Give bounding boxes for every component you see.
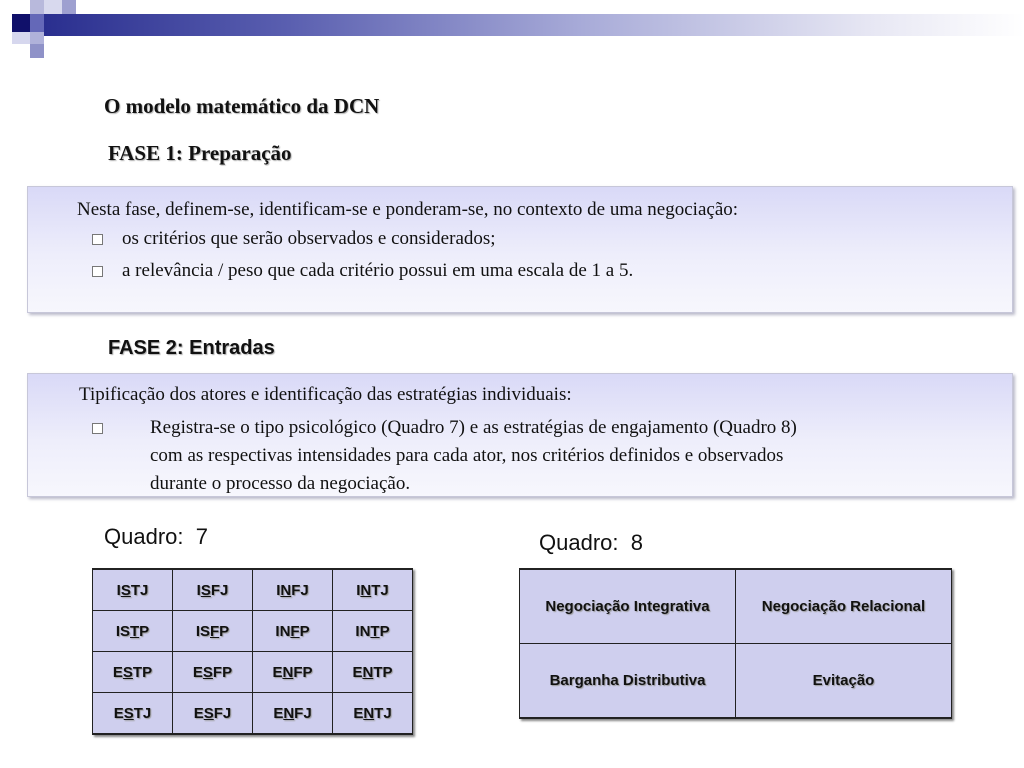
- quadro7-table: [92, 568, 413, 735]
- phase1-bullet: [92, 261, 972, 291]
- type-cell: [333, 611, 413, 652]
- decor-square: [44, 0, 62, 14]
- type-code-suffix: FJ: [210, 581, 229, 599]
- type-code-underlined: S: [120, 581, 131, 599]
- type-cell: [253, 693, 333, 735]
- type-code-prefix: E: [273, 704, 284, 722]
- type-cell: [253, 611, 333, 652]
- table-cell: Negociação Relacional: [736, 569, 952, 644]
- phase1-bullet-text: a relevância / peso que cada critério possui em uma escala de 1 a 5.: [122, 260, 634, 281]
- header-decoration: [0, 0, 1024, 38]
- type-cell: [93, 611, 173, 652]
- type-code-prefix: I: [196, 581, 201, 599]
- type-cell: [93, 652, 173, 693]
- phase2-lead: Tipificação dos atores e identificação das estratégias individuais:: [79, 384, 572, 405]
- table-row: [93, 569, 413, 611]
- phase2-title: FASE 2: Entradas: [108, 337, 275, 359]
- type-code-suffix: FJ: [294, 704, 312, 722]
- type-cell: [173, 611, 253, 652]
- phase1-lead: Nesta fase, definem-se, identificam-se e ponderam-se, no contexto de uma negociação:: [77, 199, 739, 220]
- type-cell: [333, 652, 413, 693]
- phase2-bullet: [92, 418, 992, 498]
- type-code-suffix: P: [139, 622, 150, 640]
- type-code-prefix: E: [272, 663, 283, 681]
- type-code-underlined: F: [290, 622, 300, 640]
- type-code-suffix: TP: [132, 663, 153, 681]
- phase1-bullet-text: os critérios que serão observados e considerados;: [122, 228, 496, 249]
- type-code-suffix: TJ: [371, 581, 389, 599]
- decor-square: [62, 0, 76, 14]
- table-row: [520, 644, 952, 719]
- type-code-prefix: I: [356, 581, 361, 599]
- type-code-suffix: FJ: [213, 704, 232, 722]
- type-code-suffix: TJ: [133, 704, 152, 722]
- type-cell: [333, 693, 413, 735]
- type-code-suffix: FJ: [291, 581, 309, 599]
- table-row: [93, 652, 413, 693]
- checkbox-bullet-icon: [92, 266, 103, 277]
- type-code-suffix: TJ: [374, 704, 392, 722]
- type-code-prefix: E: [192, 663, 203, 681]
- type-code-underlined: N: [280, 581, 292, 599]
- type-code-prefix: E: [352, 663, 363, 681]
- type-code-underlined: S: [202, 663, 213, 681]
- decor-square: [30, 44, 44, 58]
- type-code-underlined: T: [370, 622, 380, 640]
- table-row: [93, 611, 413, 652]
- type-code-underlined: S: [203, 704, 214, 722]
- phase2-bullet-line: com as respectivas intensidades para cada ator, nos critérios definidos e observados: [150, 445, 784, 466]
- quadro7-label: Quadro: 7: [104, 524, 208, 549]
- type-code-suffix: P: [219, 622, 230, 640]
- decor-square: [30, 14, 44, 32]
- type-cell: [173, 569, 253, 611]
- type-code-underlined: F: [210, 622, 220, 640]
- type-code-underlined: T: [130, 622, 140, 640]
- table-cell: Barganha Distributiva: [520, 644, 736, 719]
- phase2-box: [27, 373, 1013, 497]
- type-code-suffix: FP: [293, 663, 313, 681]
- decor-square: [12, 14, 30, 32]
- quadro8-label: Quadro: 8: [539, 530, 643, 555]
- quadro8-table: [519, 568, 952, 719]
- type-code-underlined: N: [362, 663, 374, 681]
- type-code-prefix: E: [353, 704, 364, 722]
- type-code-prefix: I: [116, 581, 121, 599]
- checkbox-bullet-icon: [92, 423, 103, 434]
- type-code-underlined: S: [122, 663, 133, 681]
- table-cell: Evitação: [736, 644, 952, 719]
- type-cell: [173, 693, 253, 735]
- type-code-prefix: IS: [195, 622, 210, 640]
- type-cell: [173, 652, 253, 693]
- type-cell: [253, 652, 333, 693]
- page-title: O modelo matemático da DCN: [104, 94, 380, 118]
- decor-square: [30, 0, 44, 14]
- type-code-underlined: S: [123, 704, 134, 722]
- checkbox-bullet-icon: [92, 234, 103, 245]
- phase2-bullet-line: Registra-se o tipo psicológico (Quadro 7) e as estratégias de engajamento (Quadro 8): [150, 417, 797, 438]
- type-code-suffix: P: [379, 622, 390, 640]
- table-cell: Negociação Integrativa: [520, 569, 736, 644]
- type-code-prefix: E: [112, 663, 123, 681]
- type-code-underlined: S: [200, 581, 211, 599]
- type-code-underlined: N: [360, 581, 372, 599]
- type-code-prefix: I: [276, 581, 281, 599]
- type-code-underlined: N: [282, 663, 294, 681]
- type-code-underlined: N: [363, 704, 375, 722]
- type-code-prefix: IN: [355, 622, 371, 640]
- type-code-prefix: E: [193, 704, 204, 722]
- decor-square: [12, 32, 30, 44]
- decor-square: [30, 32, 44, 44]
- type-code-suffix: TJ: [130, 581, 149, 599]
- type-code-underlined: N: [283, 704, 295, 722]
- type-code-suffix: FP: [212, 663, 233, 681]
- type-code-suffix: P: [299, 622, 310, 640]
- phase2-bullet-line: durante o processo da negociação.: [150, 473, 411, 494]
- table-row: [93, 693, 413, 735]
- type-code-suffix: TP: [373, 663, 393, 681]
- phase1-bullet: [92, 229, 972, 259]
- phase1-title: FASE 1: Preparação: [108, 141, 292, 165]
- type-code-prefix: IS: [115, 622, 130, 640]
- type-cell: [93, 693, 173, 735]
- type-cell: [93, 569, 173, 611]
- type-cell: [333, 569, 413, 611]
- phase1-box: [27, 186, 1013, 313]
- type-code-prefix: IN: [275, 622, 291, 640]
- header-gradient-bar: [44, 14, 1024, 36]
- type-code-prefix: E: [113, 704, 124, 722]
- table-row: [520, 569, 952, 644]
- type-cell: [253, 569, 333, 611]
